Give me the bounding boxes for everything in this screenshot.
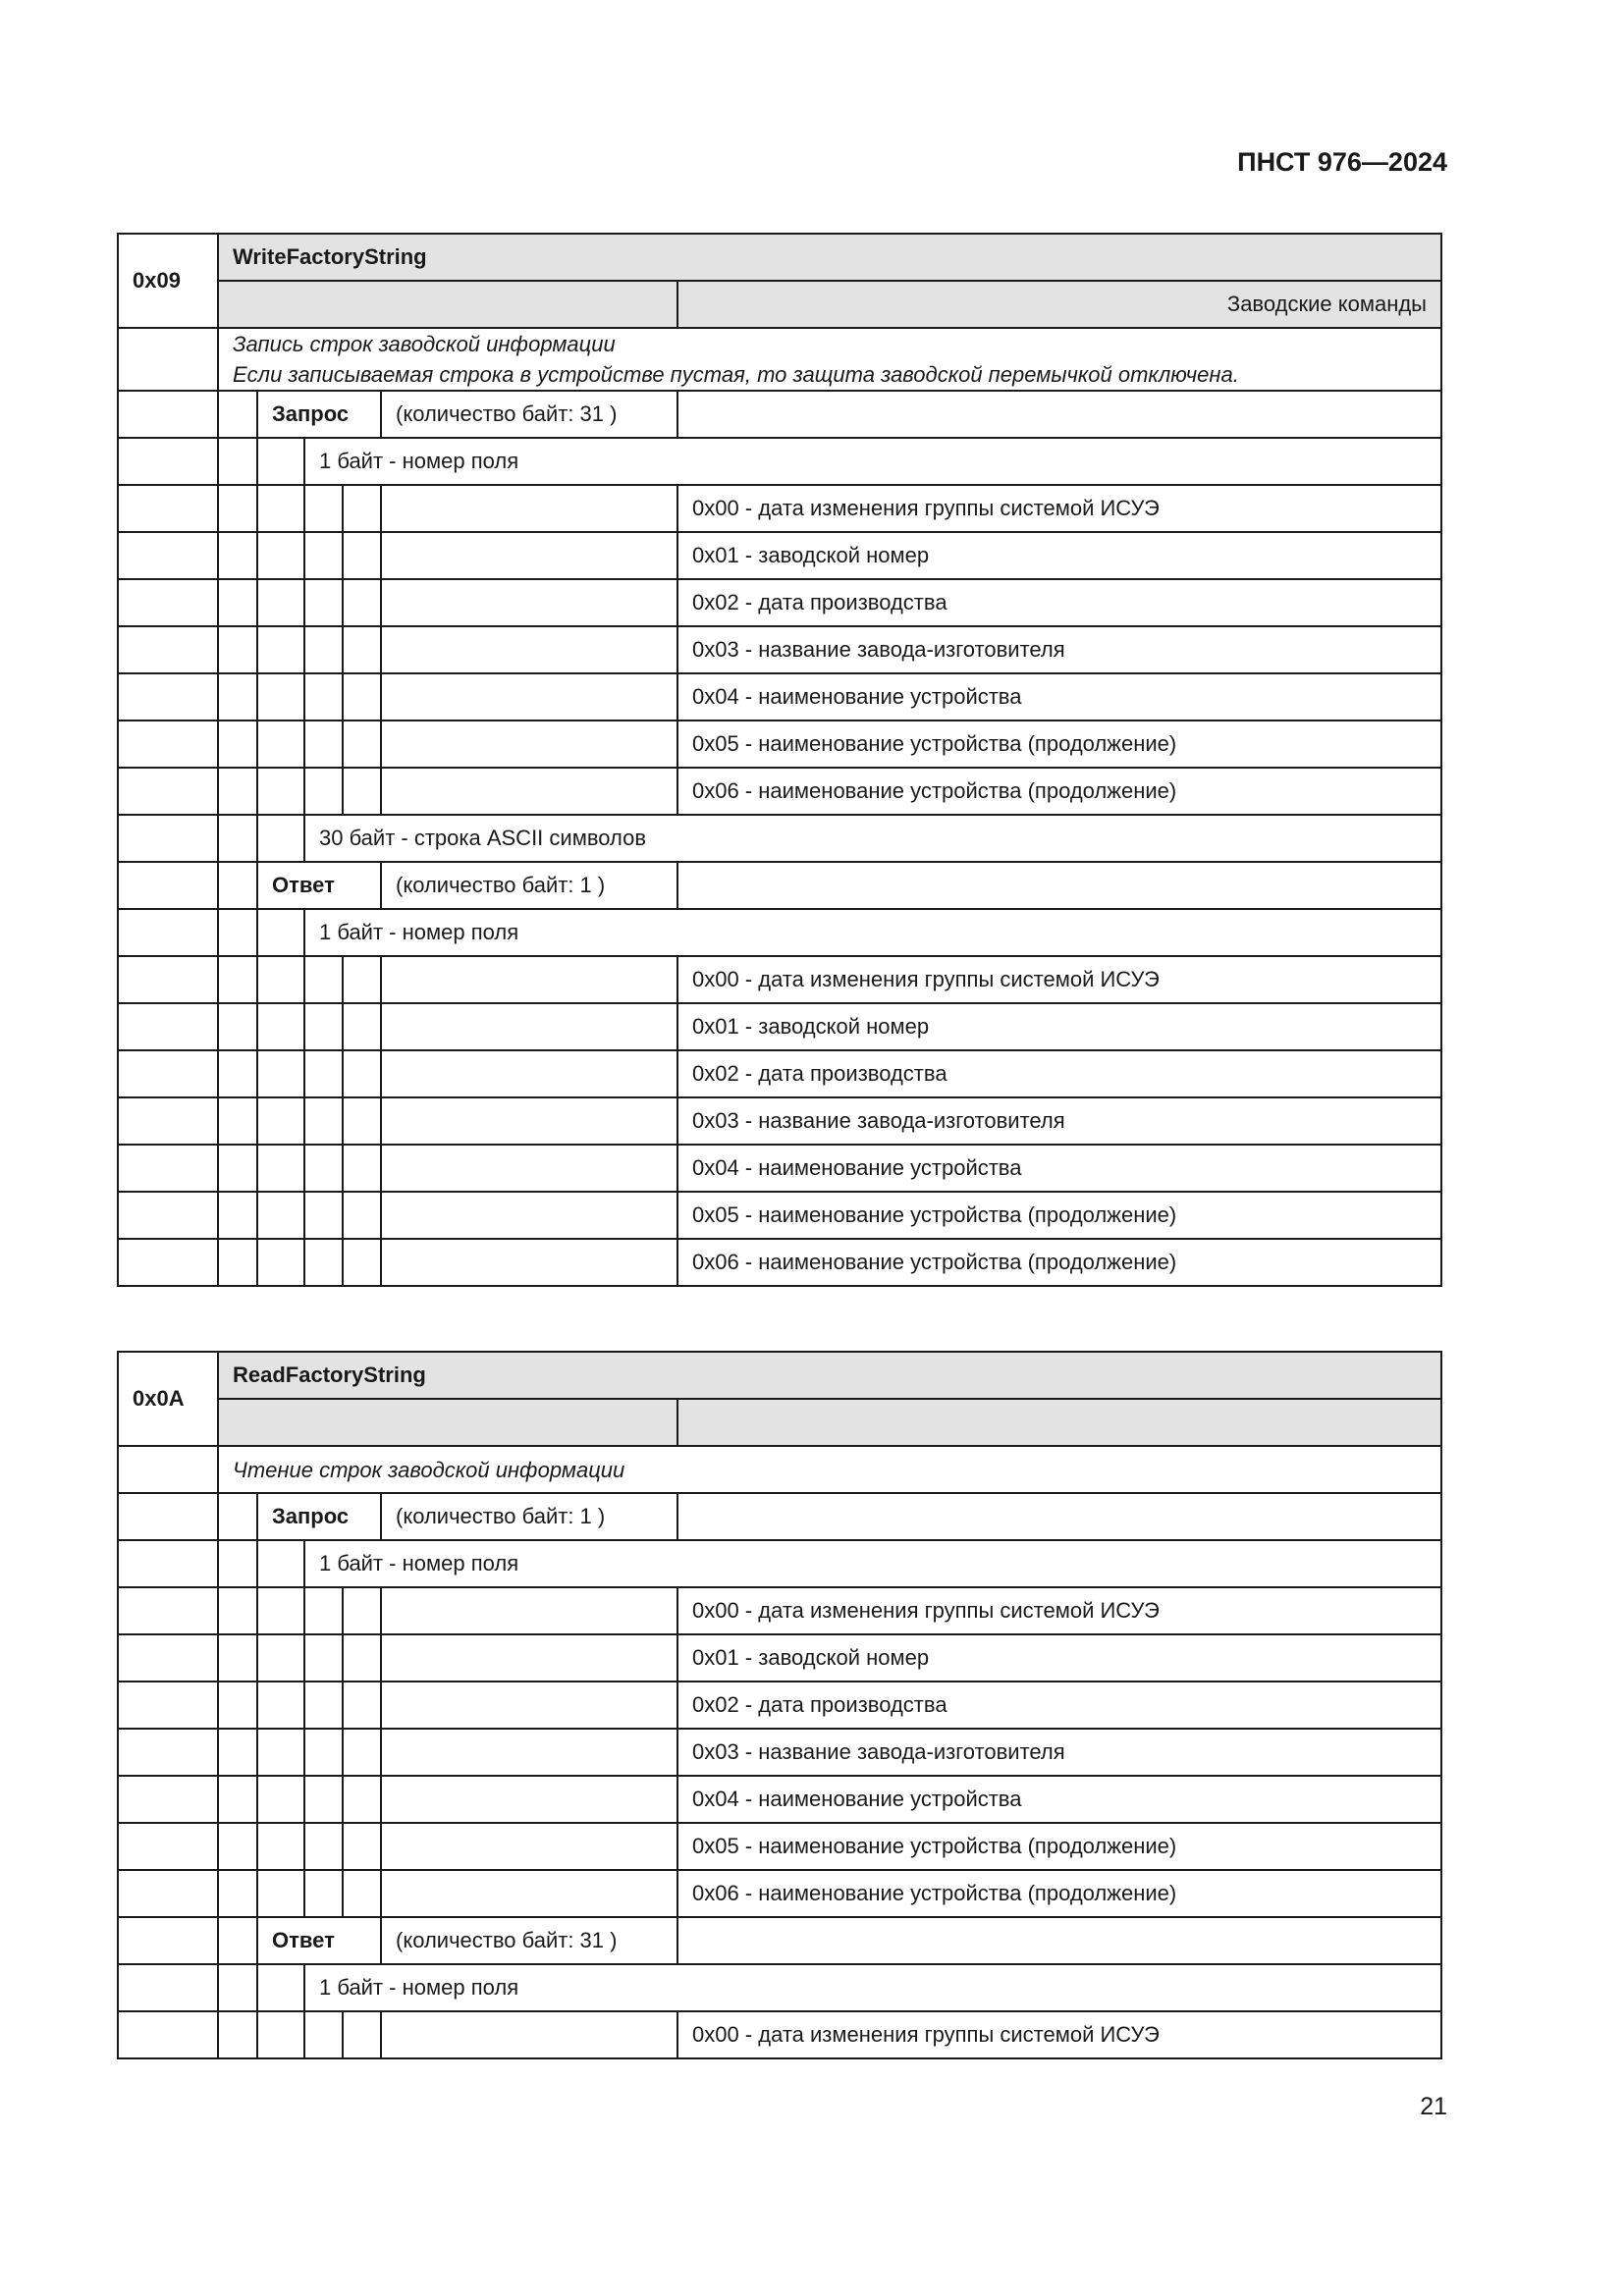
- empty-cell: [381, 1192, 677, 1239]
- tree-cell: [343, 532, 381, 579]
- response-field-label-row: [118, 1964, 1441, 2011]
- tree-cell: [343, 1729, 381, 1776]
- field-value: 0x00 - дата изменения группы системой ИСУЭ: [677, 1587, 1441, 1634]
- description-line: Чтение строк заводской информации: [233, 1457, 625, 1482]
- empty-cell: [381, 1682, 677, 1729]
- request-field-label: 1 байт - номер поля: [304, 438, 1441, 485]
- response-field-label: 1 байт - номер поля: [304, 909, 1441, 956]
- tree-cell: [343, 485, 381, 532]
- tree-cell: [257, 438, 304, 485]
- empty-cell: [218, 281, 677, 328]
- tree-cell: [257, 1776, 304, 1823]
- field-value: 0x04 - наименование устройства: [677, 1145, 1441, 1192]
- tree-cell: [304, 721, 343, 768]
- dir-mark: [218, 1917, 257, 1964]
- request-field-label-row: [118, 1540, 1441, 1587]
- empty-cell: [118, 673, 218, 721]
- tree-cell: [218, 1823, 257, 1870]
- dir-mark: [218, 391, 257, 438]
- empty-cell: [118, 1917, 218, 1964]
- description-row: [118, 328, 1441, 391]
- empty-cell: [381, 1870, 677, 1917]
- command-description: [218, 1446, 1441, 1493]
- command-table-write-factory-string: [117, 233, 1442, 1287]
- field-row: [118, 1776, 1441, 1823]
- empty-cell: [118, 956, 218, 1003]
- command-name: WriteFactoryString: [218, 234, 1441, 281]
- field-value: 0x06 - наименование устройства (продолжение): [677, 768, 1441, 815]
- tree-cell: [304, 1729, 343, 1776]
- tree-cell: [218, 956, 257, 1003]
- tree-cell: [304, 768, 343, 815]
- empty-cell: [118, 438, 218, 485]
- request-extra-row: [118, 815, 1441, 862]
- tree-cell: [257, 1729, 304, 1776]
- field-value: 0x03 - название завода-изготовителя: [677, 1729, 1441, 1776]
- tree-cell: [218, 1964, 257, 2011]
- tree-cell: [343, 626, 381, 673]
- request-byte-count: (количество байт: 1 ): [381, 1493, 677, 1540]
- field-value: 0x00 - дата изменения группы системой ИСУЭ: [677, 2011, 1441, 2058]
- response-byte-count: (количество байт: 1 ): [381, 862, 677, 909]
- tree-cell: [218, 721, 257, 768]
- tree-cell: [343, 1682, 381, 1729]
- field-row: [118, 532, 1441, 579]
- empty-cell: [381, 956, 677, 1003]
- field-row: [118, 721, 1441, 768]
- field-row: [118, 1003, 1441, 1050]
- empty-cell: [381, 1050, 677, 1097]
- tree-cell: [257, 673, 304, 721]
- empty-cell: [118, 2011, 218, 2058]
- field-row: [118, 1192, 1441, 1239]
- tree-cell: [257, 1870, 304, 1917]
- empty-cell: [381, 485, 677, 532]
- tree-cell: [218, 1003, 257, 1050]
- field-row: [118, 1239, 1441, 1286]
- field-row: [118, 768, 1441, 815]
- empty-cell: [118, 1097, 218, 1145]
- empty-cell: [118, 1145, 218, 1192]
- request-label: Запрос: [257, 1493, 381, 1540]
- empty-cell: [118, 328, 218, 391]
- empty-cell: [381, 721, 677, 768]
- empty-cell: [118, 1587, 218, 1634]
- empty-cell: [118, 815, 218, 862]
- page-number: 21: [1420, 2093, 1447, 2120]
- tree-cell: [218, 1540, 257, 1587]
- command-name: ReadFactoryString: [218, 1352, 1441, 1399]
- empty-cell: [118, 721, 218, 768]
- tree-cell: [218, 1587, 257, 1634]
- tree-cell: [257, 1634, 304, 1682]
- field-row: [118, 485, 1441, 532]
- empty-cell: [381, 1239, 677, 1286]
- command-category-row: [118, 281, 1441, 328]
- field-row: [118, 1587, 1441, 1634]
- field-row: [118, 1870, 1441, 1917]
- command-code: 0x0A: [118, 1352, 218, 1446]
- response-label: Ответ: [257, 1917, 381, 1964]
- request-label: Запрос: [257, 391, 381, 438]
- field-row: [118, 2011, 1441, 2058]
- dir-mark: [218, 862, 257, 909]
- tree-cell: [343, 1823, 381, 1870]
- request-extra-label: 30 байт - строка ASCII символов: [304, 815, 1441, 862]
- empty-cell: [381, 1587, 677, 1634]
- empty-cell: [118, 391, 218, 438]
- empty-cell: [381, 768, 677, 815]
- tree-cell: [218, 1192, 257, 1239]
- field-value: 0x06 - наименование устройства (продолжение): [677, 1239, 1441, 1286]
- tree-cell: [257, 626, 304, 673]
- tree-cell: [257, 1097, 304, 1145]
- field-value: 0x06 - наименование устройства (продолжение): [677, 1870, 1441, 1917]
- empty-cell: [677, 1493, 1441, 1540]
- field-value: 0x01 - заводской номер: [677, 532, 1441, 579]
- empty-cell: [218, 1399, 677, 1446]
- tree-cell: [304, 1587, 343, 1634]
- tree-cell: [343, 1097, 381, 1145]
- tree-cell: [257, 1964, 304, 2011]
- tree-cell: [343, 1239, 381, 1286]
- request-field-label: 1 байт - номер поля: [304, 1540, 1441, 1587]
- tree-cell: [257, 721, 304, 768]
- field-value: 0x05 - наименование устройства (продолжение): [677, 1192, 1441, 1239]
- tree-cell: [257, 1587, 304, 1634]
- tree-cell: [257, 909, 304, 956]
- tree-cell: [304, 1192, 343, 1239]
- tree-cell: [218, 1097, 257, 1145]
- tree-cell: [218, 768, 257, 815]
- tree-cell: [218, 815, 257, 862]
- field-value: 0x03 - название завода-изготовителя: [677, 626, 1441, 673]
- empty-cell: [118, 862, 218, 909]
- empty-cell: [381, 1145, 677, 1192]
- document-id: ПНСТ 976—2024: [1237, 147, 1447, 177]
- tree-cell: [218, 1870, 257, 1917]
- response-header-row: [118, 862, 1441, 909]
- empty-cell: [118, 1870, 218, 1917]
- empty-cell: [118, 579, 218, 626]
- tree-cell: [343, 673, 381, 721]
- tree-cell: [304, 1145, 343, 1192]
- tree-cell: [343, 1050, 381, 1097]
- empty-cell: [118, 1003, 218, 1050]
- request-header-row: [118, 391, 1441, 438]
- empty-cell: [381, 1097, 677, 1145]
- request-field-label-row: [118, 438, 1441, 485]
- empty-cell: [118, 1192, 218, 1239]
- empty-cell: [381, 1634, 677, 1682]
- tree-cell: [218, 1682, 257, 1729]
- field-value: 0x02 - дата производства: [677, 1682, 1441, 1729]
- field-value: 0x05 - наименование устройства (продолжение): [677, 721, 1441, 768]
- command-description: [218, 328, 1441, 391]
- tree-cell: [343, 1870, 381, 1917]
- empty-cell: [677, 862, 1441, 909]
- field-row: [118, 1729, 1441, 1776]
- response-field-label: 1 байт - номер поля: [304, 1964, 1441, 2011]
- request-byte-count: (количество байт: 31 ): [381, 391, 677, 438]
- field-value: 0x04 - наименование устройства: [677, 1776, 1441, 1823]
- tree-cell: [343, 1776, 381, 1823]
- tree-cell: [304, 2011, 343, 2058]
- tree-cell: [343, 579, 381, 626]
- field-value: 0x01 - заводской номер: [677, 1003, 1441, 1050]
- field-row: [118, 626, 1441, 673]
- field-row: [118, 1634, 1441, 1682]
- field-value: 0x00 - дата изменения группы системой ИСУЭ: [677, 956, 1441, 1003]
- empty-cell: [381, 626, 677, 673]
- tree-cell: [257, 1540, 304, 1587]
- field-row: [118, 1050, 1441, 1097]
- tree-cell: [218, 1145, 257, 1192]
- tree-cell: [257, 768, 304, 815]
- command-code: 0x09: [118, 234, 218, 328]
- tree-cell: [304, 1776, 343, 1823]
- tree-cell: [343, 2011, 381, 2058]
- tree-cell: [218, 2011, 257, 2058]
- tree-cell: [257, 956, 304, 1003]
- tree-cell: [218, 673, 257, 721]
- tree-cell: [257, 1192, 304, 1239]
- tree-cell: [304, 1870, 343, 1917]
- field-value: 0x05 - наименование устройства (продолжение): [677, 1823, 1441, 1870]
- tree-cell: [343, 1003, 381, 1050]
- empty-cell: [381, 532, 677, 579]
- tree-cell: [304, 956, 343, 1003]
- response-field-label-row: [118, 909, 1441, 956]
- tree-cell: [257, 815, 304, 862]
- command-category-row: [118, 1399, 1441, 1446]
- tree-cell: [304, 1634, 343, 1682]
- empty-cell: [118, 1239, 218, 1286]
- empty-cell: [118, 1050, 218, 1097]
- description-row: [118, 1446, 1441, 1493]
- tree-cell: [218, 579, 257, 626]
- tree-cell: [343, 956, 381, 1003]
- tree-cell: [304, 485, 343, 532]
- tree-cell: [257, 1003, 304, 1050]
- tree-cell: [257, 1823, 304, 1870]
- empty-cell: [381, 2011, 677, 2058]
- empty-cell: [118, 1776, 218, 1823]
- field-value: 0x01 - заводской номер: [677, 1634, 1441, 1682]
- tree-cell: [257, 1682, 304, 1729]
- response-byte-count: (количество байт: 31 ): [381, 1917, 677, 1964]
- tree-cell: [218, 1239, 257, 1286]
- field-row: [118, 1145, 1441, 1192]
- description-line: Запись строк заводской информации: [233, 332, 616, 356]
- response-label: Ответ: [257, 862, 381, 909]
- field-row: [118, 673, 1441, 721]
- empty-cell: [381, 1776, 677, 1823]
- field-row: [118, 1682, 1441, 1729]
- tree-cell: [304, 1097, 343, 1145]
- tree-cell: [218, 438, 257, 485]
- request-header-row: [118, 1493, 1441, 1540]
- field-value: 0x02 - дата производства: [677, 579, 1441, 626]
- tree-cell: [218, 485, 257, 532]
- response-header-row: [118, 1917, 1441, 1964]
- tree-cell: [304, 673, 343, 721]
- tree-cell: [218, 626, 257, 673]
- tree-cell: [304, 1003, 343, 1050]
- command-name-row: [118, 234, 1441, 281]
- tree-cell: [257, 2011, 304, 2058]
- tree-cell: [218, 1776, 257, 1823]
- field-row: [118, 579, 1441, 626]
- empty-cell: [118, 1540, 218, 1587]
- empty-cell: [118, 1964, 218, 2011]
- tree-cell: [304, 1050, 343, 1097]
- tree-cell: [218, 909, 257, 956]
- empty-cell: [118, 909, 218, 956]
- tree-cell: [343, 1192, 381, 1239]
- empty-cell: [381, 579, 677, 626]
- empty-cell: [677, 391, 1441, 438]
- tree-cell: [304, 579, 343, 626]
- tree-cell: [257, 1239, 304, 1286]
- empty-cell: [118, 626, 218, 673]
- field-row: [118, 1823, 1441, 1870]
- tree-cell: [257, 532, 304, 579]
- tree-cell: [304, 1823, 343, 1870]
- tree-cell: [257, 1050, 304, 1097]
- tree-cell: [257, 485, 304, 532]
- tree-cell: [257, 579, 304, 626]
- tree-cell: [304, 532, 343, 579]
- tree-cell: [304, 1682, 343, 1729]
- empty-cell: [381, 1729, 677, 1776]
- field-value: 0x02 - дата производства: [677, 1050, 1441, 1097]
- field-row: [118, 956, 1441, 1003]
- empty-cell: [118, 1682, 218, 1729]
- command-category: [677, 1399, 1441, 1446]
- empty-cell: [118, 485, 218, 532]
- command-table-read-factory-string: [117, 1351, 1442, 2059]
- empty-cell: [118, 1446, 218, 1493]
- tree-cell: [218, 532, 257, 579]
- dir-mark: [218, 1493, 257, 1540]
- field-value: 0x00 - дата изменения группы системой ИСУЭ: [677, 485, 1441, 532]
- empty-cell: [381, 673, 677, 721]
- command-category: Заводские команды: [677, 281, 1441, 328]
- empty-cell: [381, 1003, 677, 1050]
- tree-cell: [218, 1050, 257, 1097]
- empty-cell: [118, 1493, 218, 1540]
- tree-cell: [343, 721, 381, 768]
- tree-cell: [304, 1239, 343, 1286]
- tree-cell: [343, 1145, 381, 1192]
- tree-cell: [218, 1634, 257, 1682]
- tree-cell: [343, 768, 381, 815]
- empty-cell: [381, 1823, 677, 1870]
- empty-cell: [118, 1823, 218, 1870]
- empty-cell: [118, 532, 218, 579]
- empty-cell: [118, 768, 218, 815]
- tree-cell: [257, 1145, 304, 1192]
- empty-cell: [677, 1917, 1441, 1964]
- command-name-row: [118, 1352, 1441, 1399]
- description-line: Если записываемая строка в устройстве пустая, то защита заводской перемычкой отключена.: [233, 362, 1239, 387]
- tree-cell: [218, 1729, 257, 1776]
- empty-cell: [118, 1729, 218, 1776]
- tree-cell: [304, 626, 343, 673]
- empty-cell: [118, 1634, 218, 1682]
- field-value: 0x03 - название завода-изготовителя: [677, 1097, 1441, 1145]
- tree-cell: [343, 1634, 381, 1682]
- field-row: [118, 1097, 1441, 1145]
- field-value: 0x04 - наименование устройства: [677, 673, 1441, 721]
- tree-cell: [343, 1587, 381, 1634]
